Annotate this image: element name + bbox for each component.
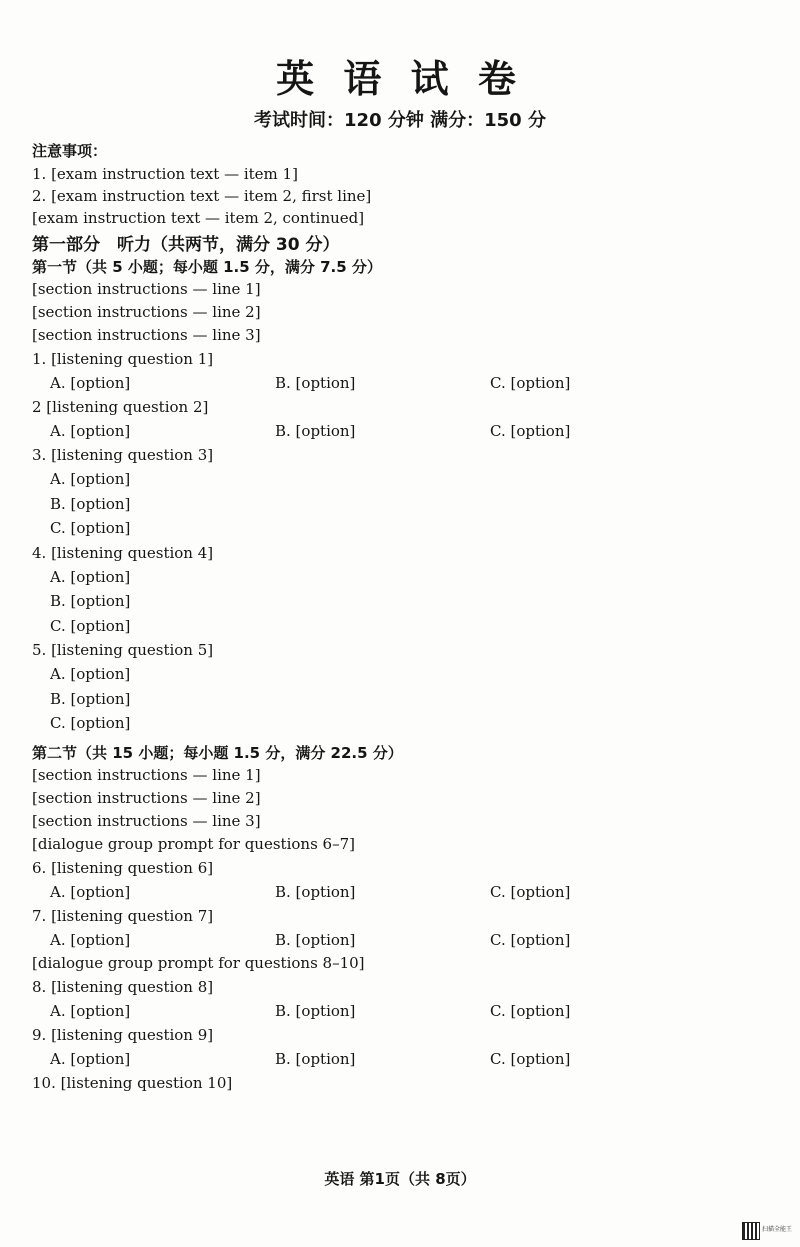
options-row [50,999,772,1023]
option-a: A. [option] [50,1050,131,1068]
question-2: 2 [listening question 2] [32,398,209,416]
option-c: C. [option] [50,714,131,732]
option-c: C. [option] [490,1050,571,1068]
option-c: C. [option] [490,931,571,949]
options-row [50,371,772,395]
options-row [50,880,772,904]
qr-code-icon [742,1222,760,1240]
section2-instructions: [section instructions — line 2] [32,789,261,807]
option-c: C. [option] [490,422,571,440]
section1-instructions: [section instructions — line 1] [32,280,261,298]
option-a: A. [option] [50,470,131,488]
option-b: B. [option] [50,494,131,513]
option-a: A. [option] [50,1002,131,1020]
section1-heading: 第一节（共 5 小题；每小题 1.5 分，满分 7.5 分） [32,258,382,276]
notes-heading: 注意事项： [32,142,108,160]
option-a: A. [option] [50,374,131,392]
option-b: B. [option] [275,374,356,392]
section1-instructions: [section instructions — line 2] [32,303,261,321]
option-a: A. [option] [50,567,131,586]
option-b: B. [option] [275,931,356,949]
option-b: B. [option] [275,1050,356,1068]
question-3: 3. [listening question 3] [32,446,214,464]
question-1: 1. [listening question 1] [32,350,214,368]
option-b: B. [option] [275,1002,356,1020]
option-b: B. [option] [275,422,356,440]
options-row [50,419,772,443]
question-7: 7. [listening question 7] [32,907,214,925]
option-a: A. [option] [50,931,131,949]
option-a: A. [option] [50,883,131,901]
question-5: 5. [listening question 5] [32,641,214,659]
notes-line: 2. [exam instruction text — item 2, first line] [32,187,372,205]
options-row [50,1047,772,1071]
option-c: C. [option] [50,616,131,635]
question-8: 8. [listening question 8] [32,978,214,996]
section1-instructions: [section instructions — line 3] [32,326,261,344]
section2 [32,742,772,1095]
exam-info: 考试时间：120 分钟 满分：150 分 [254,110,546,131]
page-footer: 英语 第1页（共 8页） [324,1170,476,1188]
section1 [32,256,772,736]
scanner-brand: 扫描全能王 [762,1226,793,1233]
notes-block [32,140,772,229]
options-row [50,928,772,952]
option-a: A. [option] [50,665,131,683]
option-c: C. [option] [490,1002,571,1020]
notes-line: [exam instruction text — item 2, continued] [32,209,365,227]
section2-heading: 第二节（共 15 小题；每小题 1.5 分，满分 22.5 分） [32,744,403,762]
option-b: B. [option] [275,883,356,901]
question-4: 4. [listening question 4] [32,543,214,562]
group-prompt: [dialogue group prompt for questions 6–7] [32,835,355,853]
question-10: 10. [listening question 10] [32,1074,233,1092]
option-c: C. [option] [50,519,131,537]
notes-line: 1. [exam instruction text — item 1] [32,165,298,183]
option-c: C. [option] [490,883,571,901]
part1-heading: 第一部分 听力（共两节，满分 30 分） [32,235,340,255]
option-c: C. [option] [490,374,571,392]
option-b: B. [option] [50,592,131,610]
question-6: 6. [listening question 6] [32,859,214,877]
question-9: 9. [listening question 9] [32,1026,214,1044]
section2-instructions: [section instructions — line 1] [32,766,261,784]
option-a: A. [option] [50,422,131,440]
page-title: 英 语 试 卷 [276,57,524,101]
group-prompt: [dialogue group prompt for questions 8–10] [32,954,365,972]
section2-instructions: [section instructions — line 3] [32,812,261,830]
option-b: B. [option] [50,689,131,708]
